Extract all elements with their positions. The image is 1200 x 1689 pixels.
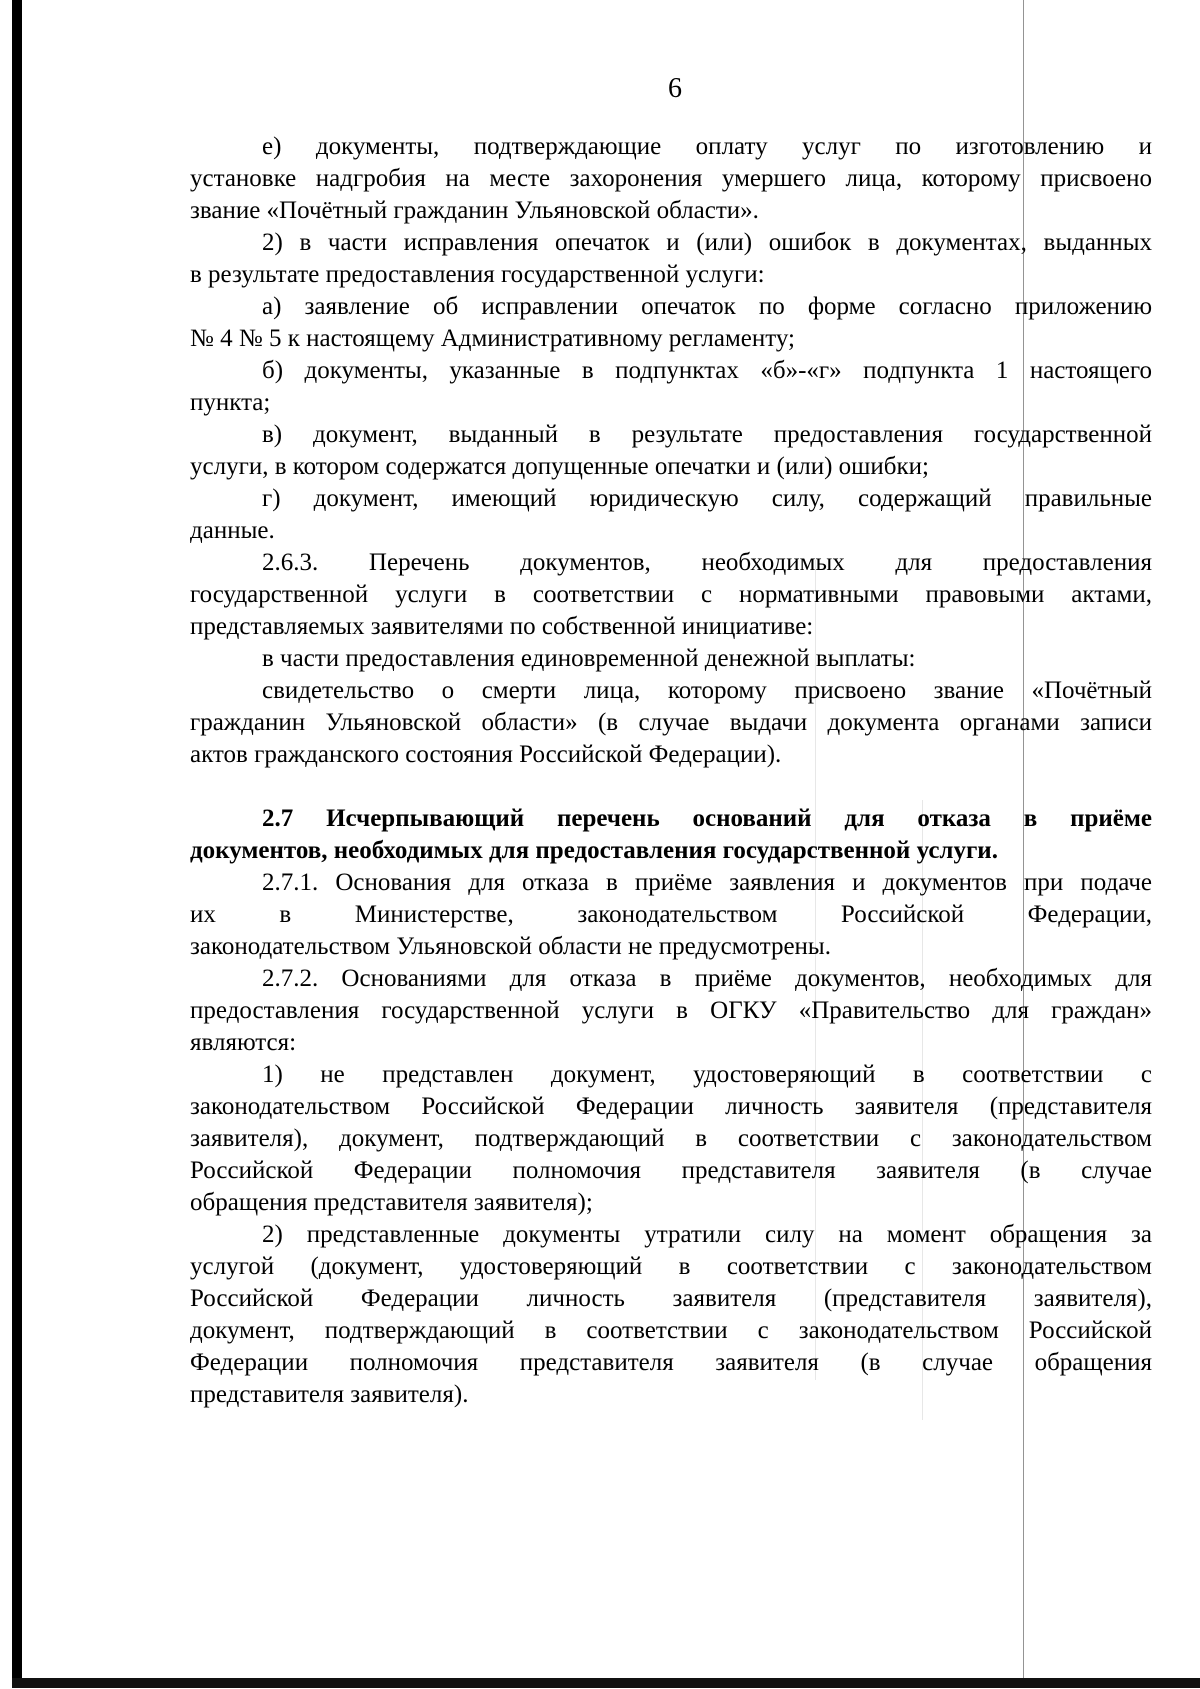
text-line: г) документ, имеющий юридическую силу, содержащий правильные — [262, 485, 1152, 512]
text-line: гражданин Ульяновской области» (в случае выдачи документа органами записи — [190, 709, 1152, 736]
text-line: в) документ, выданный в результате предоставления государственной — [262, 421, 1152, 448]
paragraph-spacer — [190, 771, 1152, 803]
text-line: законодательством Ульяновской области не предусмотрены. — [190, 933, 831, 960]
text-line: их в Министерстве, законодательством Российской Федерации, — [190, 901, 1152, 928]
text-line: 2) в части исправления опечаток и (или) ошибок в документах, выданных — [262, 229, 1152, 256]
text-line: документ, подтверждающий в соответствии с законодательством Российской — [190, 1317, 1152, 1344]
text-line: Российской Федерации полномочия представителя заявителя (в случае — [190, 1157, 1152, 1184]
text-line: представителя заявителя). — [190, 1381, 469, 1408]
text-line: 1) не представлен документ, удостоверяющий в соответствии с — [262, 1061, 1152, 1088]
scan-border-bottom — [12, 1678, 1200, 1688]
text-line: № 4 № 5 к настоящему Административному регламенту; — [190, 325, 795, 352]
text-line: свидетельство о смерти лица, которому присвоено звание «Почётный — [262, 677, 1152, 704]
text-line: 2) представленные документы утратили силу на момент обращения за — [262, 1221, 1152, 1248]
text-line: Федерации полномочия представителя заявителя (в случае обращения — [190, 1349, 1152, 1376]
text-line: б) документы, указанные в подпунктах «б»-«г» подпункта 1 настоящего — [262, 357, 1152, 384]
page-number: 6 — [668, 73, 682, 104]
text-line: в результате предоставления государственной услуги: — [190, 261, 765, 288]
section-heading-line: 2.7 Исчерпывающий перечень оснований для отказа в приёме — [262, 805, 1152, 832]
text-line: услуги, в котором содержатся допущенные опечатки и (или) ошибки; — [190, 453, 929, 480]
text-line: 2.7.2. Основаниями для отказа в приёме документов, необходимых для — [262, 965, 1152, 992]
scan-border-left — [12, 0, 22, 1686]
text-line: установке надгробия на месте захоронения умершего лица, которому присвоено — [190, 165, 1152, 192]
text-line: обращения представителя заявителя); — [190, 1189, 593, 1216]
text-line: государственной услуги в соответствии с нормативными правовыми актами, — [190, 581, 1152, 608]
text-line: 2.7.1. Основания для отказа в приёме заявления и документов при подаче — [262, 869, 1152, 896]
text-line: предоставления государственной услуги в ОГКУ «Правительство для граждан» — [190, 997, 1152, 1024]
text-line: а) заявление об исправлении опечаток по форме согласно приложению — [262, 293, 1152, 320]
text-line: пункта; — [190, 389, 271, 416]
text-line: звание «Почётный гражданин Ульяновской области». — [190, 197, 759, 224]
text-line: Российской Федерации личность заявителя (представителя заявителя), — [190, 1285, 1152, 1312]
document-body — [190, 131, 1152, 1411]
text-line: в части предоставления единовременной денежной выплаты: — [262, 645, 916, 672]
text-line: актов гражданского состояния Российской Федерации). — [190, 741, 782, 768]
text-line: законодательством Российской Федерации личность заявителя (представителя — [190, 1093, 1152, 1120]
text-line: представляемых заявителями по собственной инициативе: — [190, 613, 814, 640]
text-line: являются: — [190, 1029, 297, 1056]
text-line: заявителя), документ, подтверждающий в соответствии с законодательством — [190, 1125, 1152, 1152]
text-line: данные. — [190, 517, 275, 544]
section-heading-line: документов, необходимых для предоставления государственной услуги. — [190, 837, 998, 864]
text-line: услугой (документ, удостоверяющий в соответствии с законодательством — [190, 1253, 1152, 1280]
text-line: е) документы, подтверждающие оплату услуг по изготовлению и — [262, 133, 1152, 160]
text-line: 2.6.3. Перечень документов, необходимых для предоставления — [262, 549, 1152, 576]
